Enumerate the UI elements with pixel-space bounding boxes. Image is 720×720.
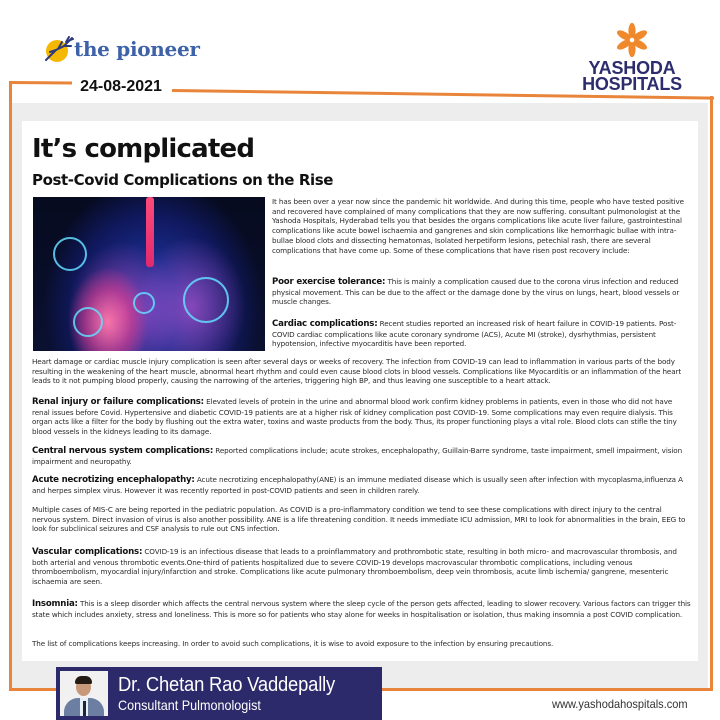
section-cardiac-complications: Cardiac complications: Recent studies reported an increased risk of heart failure in COVID-19 patients. Post-COVID cardiac complications like acute coronary syndrome (ACS), Acute MI (stroke), dysrhythmias, persistent hypotension, infective myocarditis have been reported. [272, 319, 677, 349]
frame-border-top-left [10, 81, 72, 85]
section-acute-necrotizing-encephalopathy: Acute necrotizing encephalopathy: Acute necrotizing encephalopathy(ANE) is an immune mediated disease which is usually seen after infection with mycoplasma,influenza A and herpes simplex virus. However it was recently reported in post-COVID patients and seen in children rarely. [32, 475, 683, 495]
yashoda-hospitals-logo [582, 22, 682, 92]
lungs-virus-illustration [33, 197, 265, 351]
section-renal-injury: Renal injury or failure complications: Elevated levels of protein in the urine and abnormal blood work confirm kidney problems in patients, even in those who did not have renal issues before Covid. Hypertensive and diabetic COVID-19 patients are at a higher risk of kidney complication post COVID-19. Some complications may even require dialysis. This organ acts like a filter for the body by flushing out the extra water, toxins and waste products from the body. Thus, its proper functioning plays a vital role. Blood clots can stifle the tiny blood vessels in the kidneys leading to its damage. [32, 397, 677, 437]
section-conclusion: The list of complications keeps increasing. In order to avoid such complications, it is wise to avoid exposure to the infection by ensuring precautions. [32, 639, 554, 648]
hospital-name-line2: HOSPITALS [582, 74, 682, 94]
section-vascular-complications: Vascular complications: COVID-19 is an infectious disease that leads to a proinflammatory and prothrombotic state, resulting in both micro- and macrovascular thrombosis, and both arterial and venous thrombotic events.One-third of patients hospitalized due to severe COVID-19 develops macrovascular thrombotic complications, including venous thromboembolism, myocardial injury/infarction and stroke. Complications like acute pulmonary thromboembolism, deep vein thrombosis, acute limb ischemia/ gangrene, mesenteric ischaemia are seen. [32, 547, 677, 587]
publication-date: 24-08-2021 [72, 76, 170, 98]
article-headline: It’s complicated [32, 134, 255, 164]
pioneer-deer-sun-icon [44, 34, 72, 62]
article-intro: It has been over a year now since the pandemic hit worldwide. And during this time, people who have tested positive and recovered have complained of many complications that they are now suffering. consultant pulmonologist at the Yashoda Hospitals, Hyderabad tells you that besides the organs complications like acute liver failure, gastrointestinal complications like acute bowel ischaemia and gangrenes and skin complications like hemorrhagic bullae with intra-bullae blood clots and dissecting hematomas, Isolated herpetiform lesions, petechial rash, there are several complications that have come up. Some of these complications that have risen post recovery include: [272, 197, 684, 255]
hospital-website: www.yashodahospitals.com [552, 697, 688, 711]
hospital-name-line1: YASHODA [588, 58, 676, 78]
section-heart-damage: Heart damage or cardiac muscle injury complication is seen after several days or weeks of recovery. The infection from COVID-19 can lead to inflammation in various parts of the body resulting in the weakening of the heart muscle, abnormal heart rhythm and could even cause blood clots in blood vessels. Complications like Myocarditis or an inflammation of the heart leads to it not pumping blood properly, causing the narrowing of the arteries, triggering high BP, and thus leaving one susceptible to a heart attack. [32, 357, 682, 386]
frame-border-right [710, 96, 713, 690]
frame-border-left [9, 81, 12, 690]
doctor-name: Dr. Chetan Rao Vaddepally [118, 673, 336, 696]
section-poor-exercise-tolerance: Poor exercise tolerance: This is mainly a complication caused due to the corona virus infection and reduced physical movement. This can be due to the affect or the damage done by the virus on lungs, heart, blood vessels or muscle changes. [272, 277, 680, 307]
section-cns-complications: Central nervous system complications: Reported complications include; acute strokes, encephalopathy, Guillain-Barre syndrome, taste impairment, smell impairment, vision impairment and neuropathy. [32, 446, 683, 466]
pioneer-wordmark: the pioneer [74, 37, 200, 61]
pioneer-logo [44, 34, 200, 62]
section-insomnia: Insomnia: This is a sleep disorder which affects the central nervous system where the sleep cycle of the person gets affected, leading to slower recovery. Various factors can trigger this state which includes anxiety, stress and loneliness. This is more so for patients who stay alone for weeks in hospitalisation or isolation, thus making insomnia a post COVID complication. [32, 599, 691, 619]
doctor-banner [56, 667, 382, 720]
article-card [22, 121, 698, 661]
section-mis-c: Multiple cases of MIS-C are being reported in the pediatric population. As COVID is a pro-inflammatory condition we tend to see these complications with direct injury to the central nervous system. Direct invasion of virus is also another possibility. ANE is a life threatening condition. It needs immediate ICU admission, MRI to look for abnormalities in the brain, EEG to look for subclinical seizures and CSF analysis to rule out CNS infection. [32, 505, 686, 534]
article-subheadline: Post-Covid Complications on the Rise [32, 171, 334, 189]
doctor-photo [60, 671, 108, 716]
flower-icon [612, 22, 652, 58]
doctor-title: Consultant Pulmonologist [118, 696, 261, 713]
